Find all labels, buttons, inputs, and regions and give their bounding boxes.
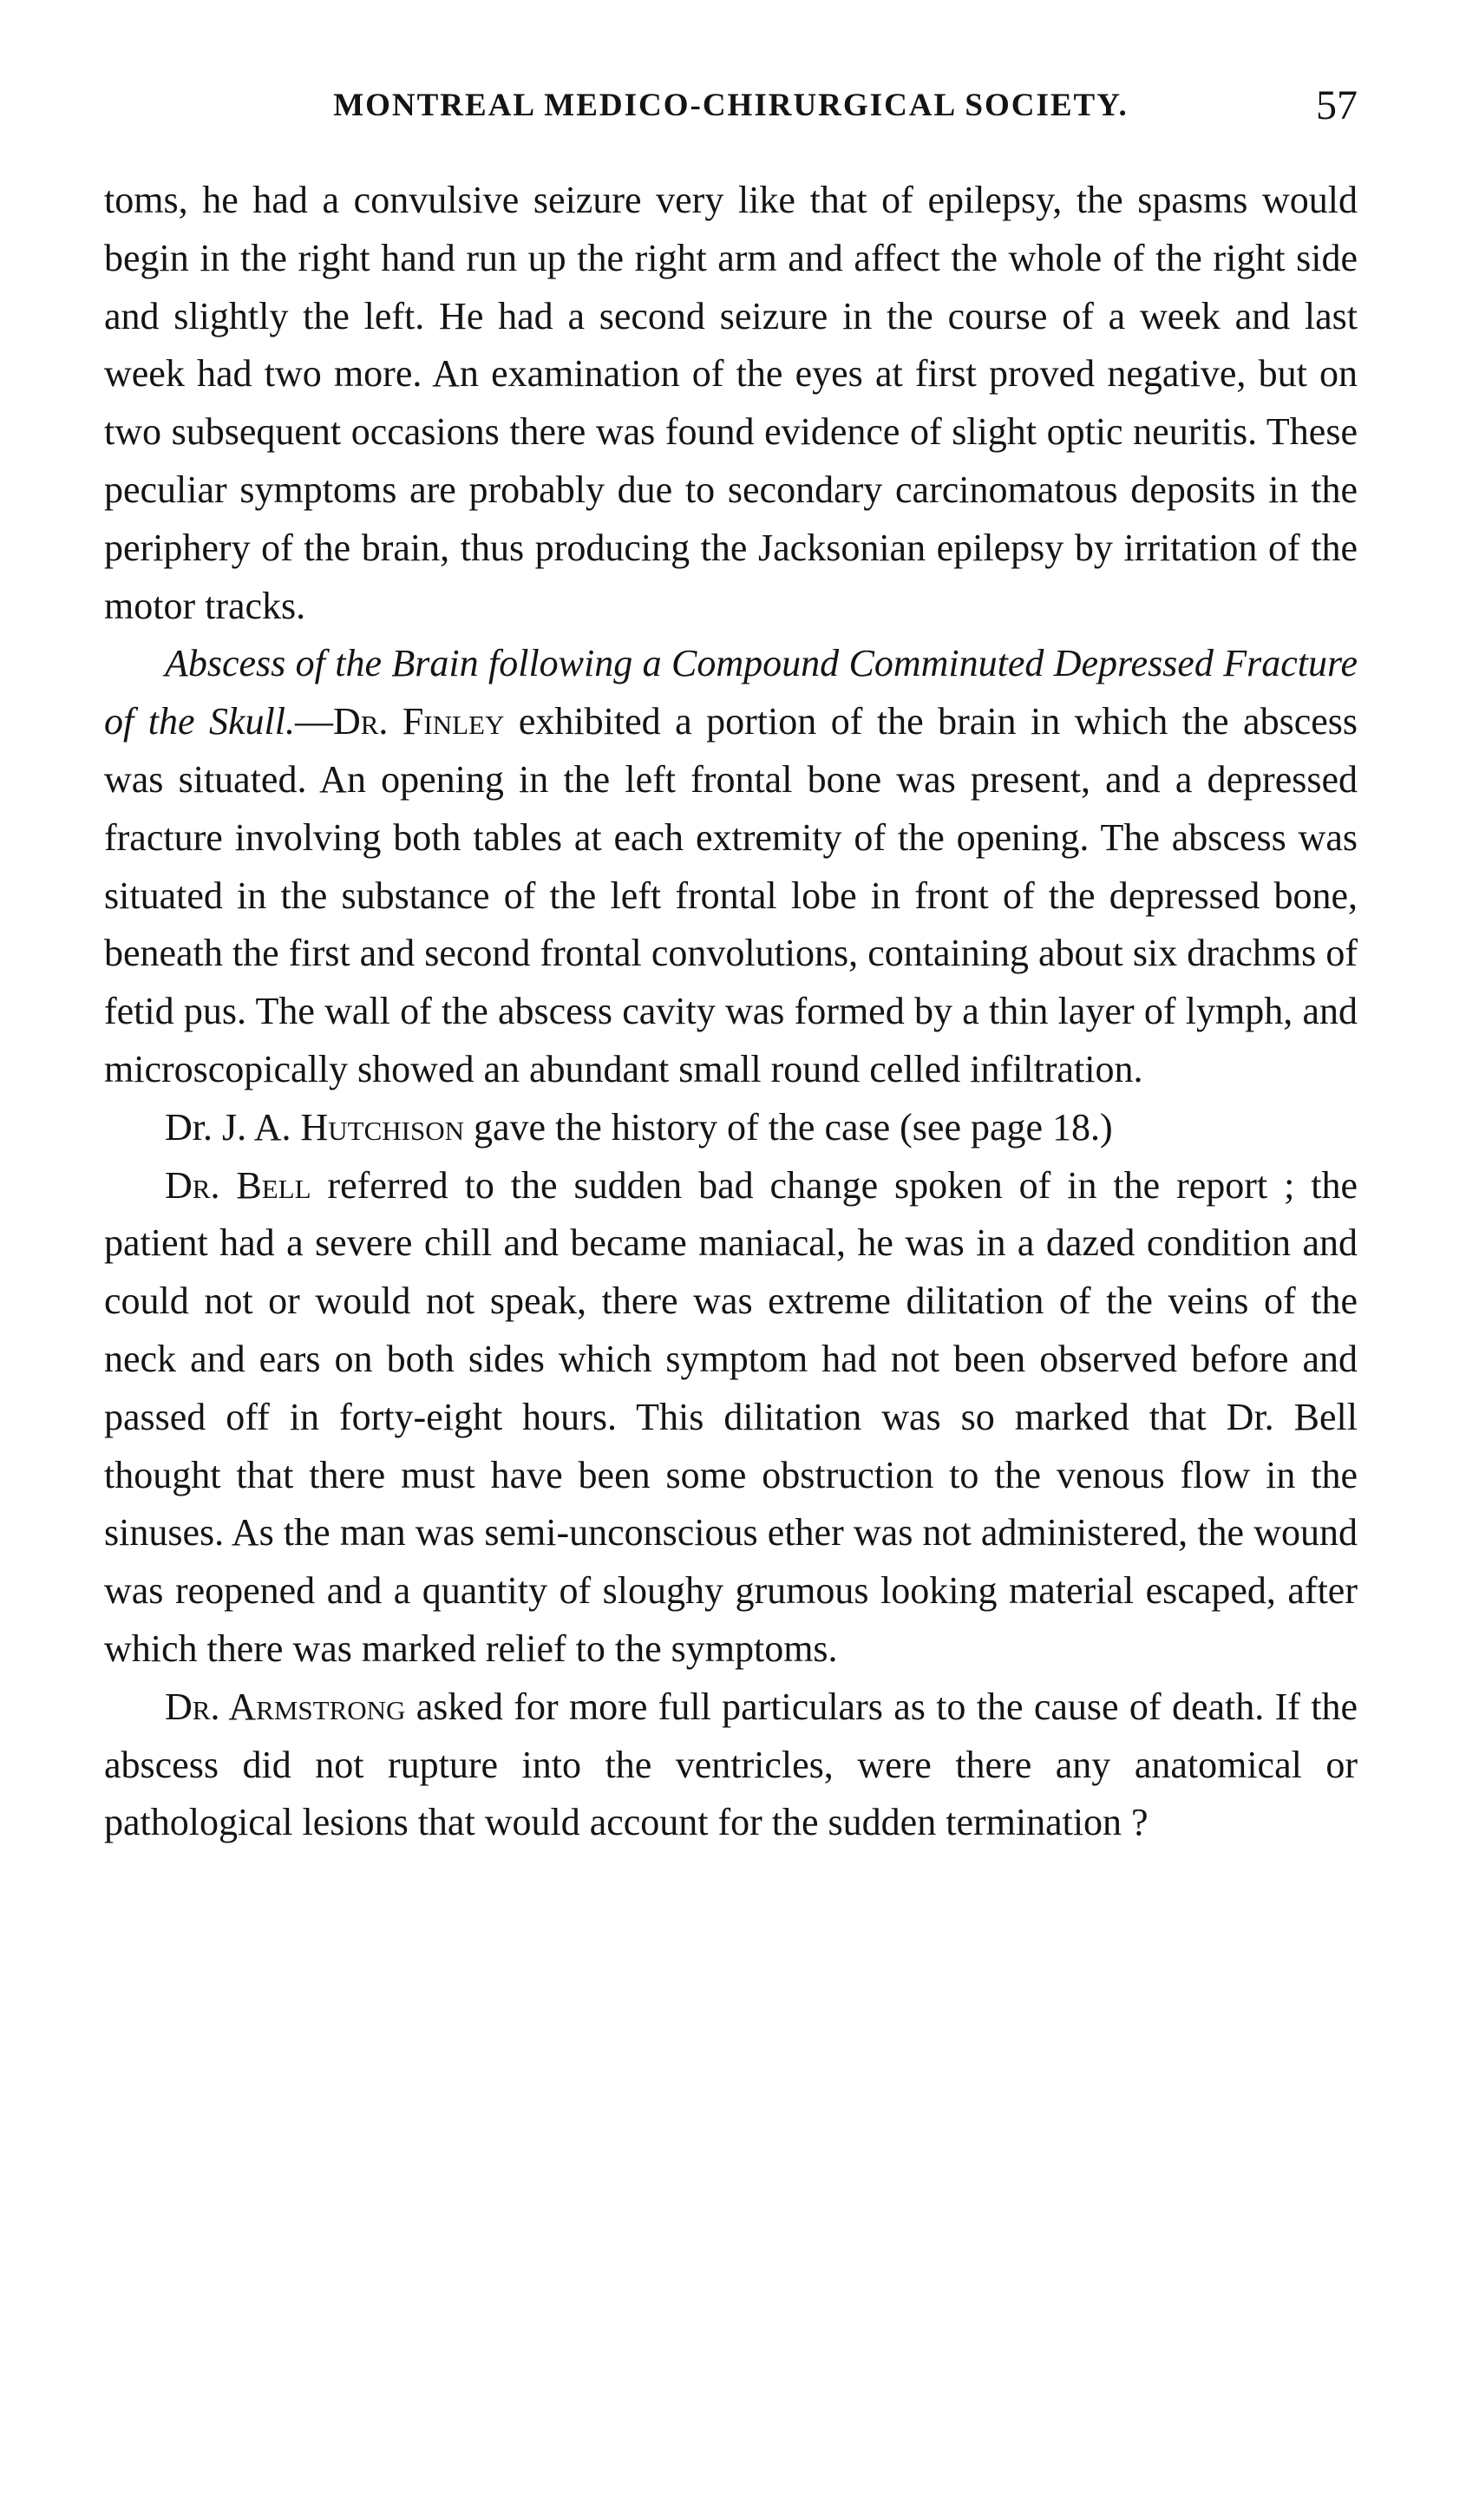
paragraph-text: gave the history of the case (see page 18.) xyxy=(464,1105,1113,1149)
paragraph-text: referred to the sudden bad change spoken of in the report ; the patient had a severe chill and became maniacal, he was in a dazed condition and could not or would not speak, there was extreme dilitation of the veins of the neck and ears on both sides which symptom had not been observed before and passed off in forty-eight hours. This dilitation was so marked that Dr. Bell thought that there must have been some obstruction to the venous flow in the sinuses. As the man was semi-unconscious ether was not administered, the wound was reopened and a quantity of sloughy grumous looking material escaped, after which there was marked relief to the symptoms. xyxy=(104,1163,1358,1670)
case-title: Abscess of the Brain following a Compound Comminuted Depressed Fracture of the Skull. xyxy=(104,642,1358,743)
paragraph-remark xyxy=(104,1679,1358,1852)
paragraph-text: exhibited a portion of the brain in which the abscess was situated. An opening in the left frontal bone was present, and a depressed fracture involving both tables at each extremity of the opening. The abscess was situated in the substance of the left frontal lobe in front of the depressed bone, beneath the first and second frontal convolutions, containing about six drachms of fetid pus. The wall of the abscess cavity was formed by a thin layer of lymph, and microscopically showed an abundant small round celled infiltration. xyxy=(104,700,1358,1090)
running-head xyxy=(104,82,1358,147)
speaker-name: Dr. Bell xyxy=(165,1163,311,1207)
em-dash: — xyxy=(294,700,333,743)
page-number: 57 xyxy=(1316,82,1358,128)
text-body xyxy=(104,172,1358,1852)
speaker-name: Dr. Finley xyxy=(332,700,505,743)
speaker-name: Hutchison xyxy=(300,1105,464,1149)
paragraph-case-report xyxy=(104,635,1358,1098)
paragraph-continued xyxy=(104,172,1358,635)
paragraph-remark xyxy=(104,1157,1358,1679)
running-title: MONTREAL MEDICO-CHIRURGICAL SOCIETY. xyxy=(333,88,1129,123)
paragraph-text: asked for more full particulars as to the cause of death. If the abscess did not rupture into the ventricles, were there any anatomical or pathological lesions that would account for the sudden termination ? xyxy=(104,1685,1358,1844)
paragraph-text: toms, he had a convulsive seizure very like that of epilepsy, the spasms would begin in the right hand run up the right arm and affect the whole of the right side and slightly the left. He had a second seizure in the course of a week and last week had two more. An examination of the eyes at first proved negative, but on two subsequent occasions there was found evidence of slight optic neuritis. These peculiar symptoms are probably due to secondary carcinomatous deposits in the periphery of the brain, thus producing the Jacksonian epilepsy by irritation of the motor tracks. xyxy=(104,179,1358,627)
speaker-name: Dr. Armstrong xyxy=(165,1685,406,1728)
speaker-prefix: Dr. J. A. xyxy=(165,1105,301,1149)
paragraph-remark xyxy=(104,1099,1358,1157)
